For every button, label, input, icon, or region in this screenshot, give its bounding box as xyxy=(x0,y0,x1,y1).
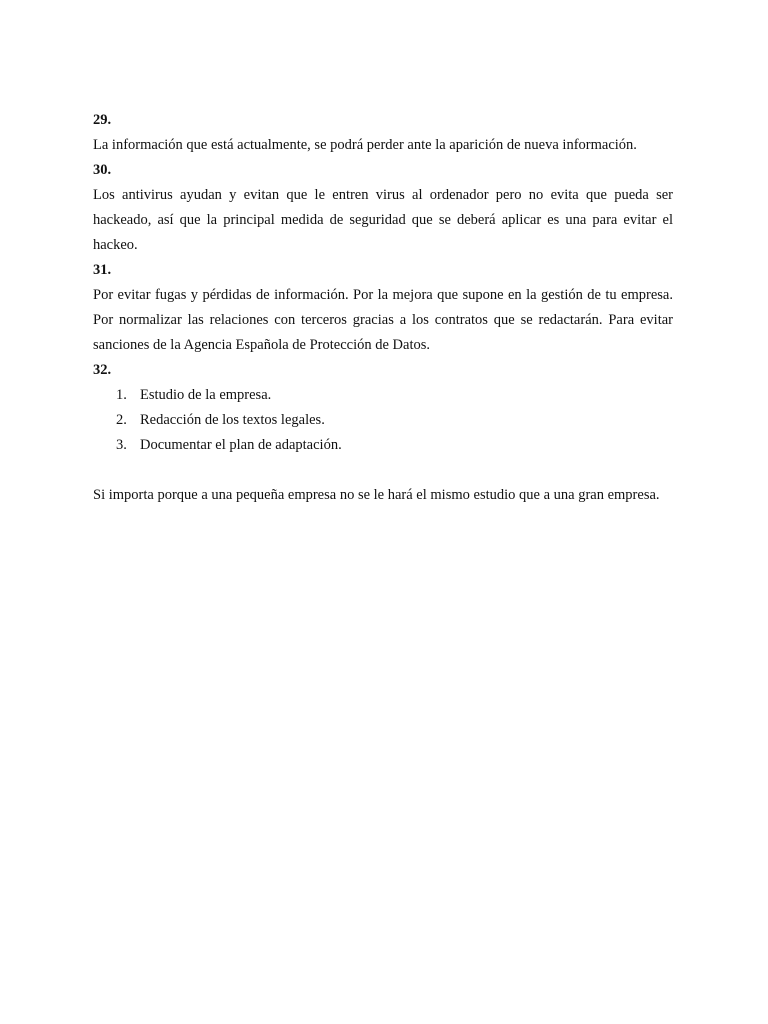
list-item-text: Documentar el plan de adaptación. xyxy=(140,437,342,453)
list-item-text: Redacción de los textos legales. xyxy=(140,412,325,428)
steps-list xyxy=(93,383,673,458)
blank-line xyxy=(93,458,673,483)
question-number-30: 30. xyxy=(93,162,112,178)
question-number-29: 29. xyxy=(93,112,112,128)
list-item xyxy=(93,383,673,408)
list-marker: 2. xyxy=(116,412,127,428)
conclusion-32: Si importa porque a una pequeña empresa no se le hará el mismo estudio que a una gran empresa. xyxy=(93,487,660,503)
answer-30: Los antivirus ayudan y evitan que le entren virus al ordenador pero no evita que pueda ser hackeado, así que la principal medida de seguridad que se deberá aplicar es una para evitar el hackeo. xyxy=(93,187,673,253)
list-marker: 3. xyxy=(116,437,127,453)
list-item-text: Estudio de la empresa. xyxy=(140,387,272,403)
document-page xyxy=(93,108,673,508)
list-item xyxy=(93,408,673,433)
answer-29: La información que está actualmente, se podrá perder ante la aparición de nueva información. xyxy=(93,137,637,153)
list-marker: 1. xyxy=(116,387,127,403)
answer-31: Por evitar fugas y pérdidas de información. Por la mejora que supone en la gestión de tu empresa. Por normalizar las relaciones con terceros gracias a los contratos que se redactarán. Para evitar sanciones de la Agencia Española de Protección de Datos. xyxy=(93,287,673,353)
question-number-31: 31. xyxy=(93,262,112,278)
list-item xyxy=(93,433,673,458)
question-number-32: 32. xyxy=(93,362,112,378)
